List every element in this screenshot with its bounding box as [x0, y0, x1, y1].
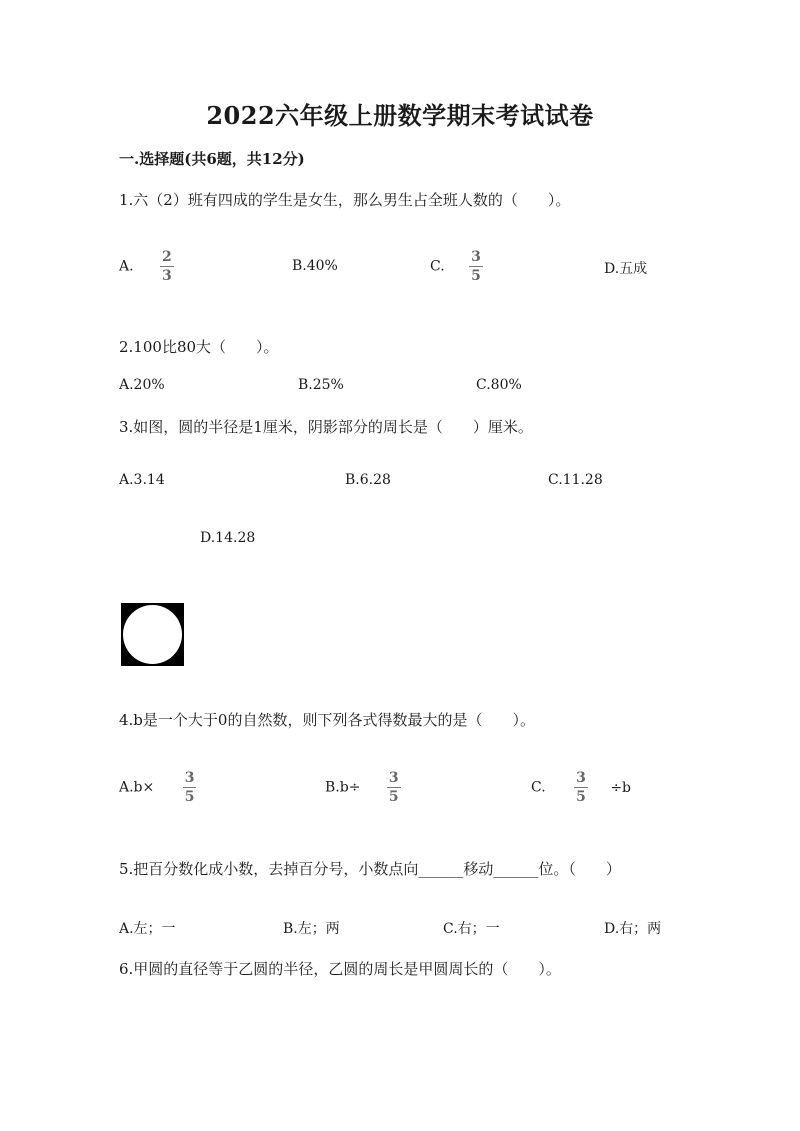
question-5-option-b[interactable]: B.左；两: [283, 921, 340, 937]
question-3-text: 3.如图，圆的半径是1厘米，阴影部分的周长是（ ）厘米。: [119, 418, 533, 436]
option-b-label: B.b÷: [325, 779, 361, 796]
question-4-option-a[interactable]: [119, 771, 196, 804]
option-a-label: A.b×: [119, 779, 155, 796]
fraction-numerator: 3: [471, 249, 481, 265]
option-c-label: C.: [531, 779, 546, 796]
question-2-option-a[interactable]: A.20%: [119, 377, 165, 393]
question-2-text: 2.100比80大（ ）。: [119, 338, 279, 356]
question-6-text: 6.甲圆的直径等于乙圆的半径，乙圆的周长是甲圆周长的（ ）。: [119, 960, 561, 978]
question-4-option-b[interactable]: [325, 771, 401, 804]
option-c-suffix: ÷b: [610, 779, 632, 796]
option-a-label: A.: [119, 258, 134, 275]
question-4-option-c[interactable]: [531, 771, 631, 804]
question-5-option-a[interactable]: A.左；一: [119, 921, 176, 937]
fraction-numerator: 3: [576, 770, 586, 786]
question-1-text: 1.六（2）班有四成的学生是女生，那么男生占全班人数的（ ）。: [119, 191, 571, 209]
question-4-text: 4.b是一个大于0的自然数，则下列各式得数最大的是（ ）。: [119, 711, 535, 729]
fraction: [183, 771, 197, 804]
fraction-denominator: 5: [184, 789, 195, 805]
fraction-denominator: 5: [576, 789, 586, 805]
fraction: [160, 250, 174, 283]
fraction-denominator: 5: [471, 268, 481, 284]
question-1-option-b[interactable]: B.40%: [292, 258, 338, 274]
fraction-denominator: 5: [388, 789, 399, 805]
white-circle: [123, 605, 182, 664]
fraction: [574, 771, 588, 804]
fraction-numerator: 2: [162, 249, 172, 265]
section-heading: 一.选择题(共6题，共12分): [119, 150, 305, 168]
question-2-option-b[interactable]: B.25%: [298, 377, 344, 393]
fraction-denominator: 3: [162, 268, 172, 284]
question-1-option-d[interactable]: D.五成: [604, 261, 648, 277]
page-title: 2022六年级上册数学期末考试试卷: [206, 101, 594, 130]
question-3-option-a[interactable]: A.3.14: [119, 472, 165, 488]
question-3-option-b[interactable]: B.6.28: [345, 472, 391, 488]
question-5-option-c[interactable]: C.右；一: [443, 921, 500, 937]
circle-in-square-figure: [121, 603, 184, 666]
question-1-option-a[interactable]: [119, 250, 174, 283]
fraction: [387, 771, 401, 804]
option-c-label: C.: [430, 258, 445, 275]
question-3-option-c[interactable]: C.11.28: [548, 472, 603, 488]
question-1-option-c[interactable]: [430, 250, 483, 283]
question-3-option-d[interactable]: D.14.28: [200, 530, 256, 546]
fraction: [469, 250, 483, 283]
fraction-numerator: 3: [388, 770, 399, 786]
question-2-option-c[interactable]: C.80%: [476, 377, 522, 393]
question-5-option-d[interactable]: D.右；两: [604, 921, 662, 937]
fraction-numerator: 3: [184, 770, 195, 786]
question-5-text: 5.把百分数化成小数，去掉百分号，小数点向______移动______位。（ ）: [119, 860, 621, 878]
